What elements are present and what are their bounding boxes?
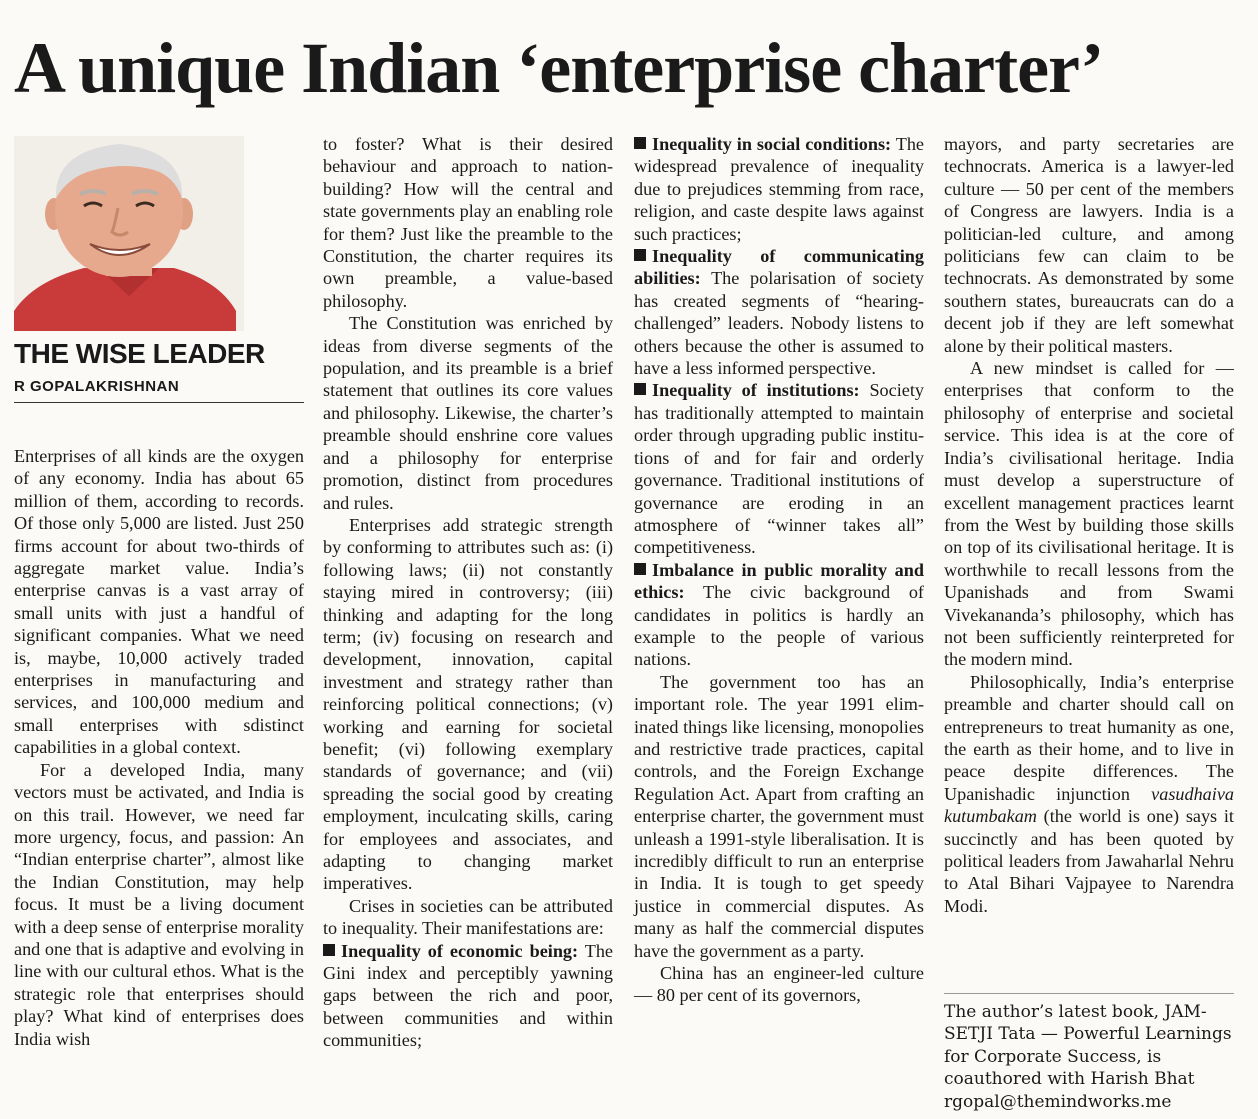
column-name: THE WISE LEADER [14,338,265,369]
bullet-item: Inequality of economic being: The Gini index and perceptibly yawning gaps between the rich and poor, between communities and within communities; [323,940,613,1051]
paragraph: China has an engineer-led culture — 80 per cent of its governors, [634,963,924,1006]
bullet-square-icon [634,249,646,261]
article-column-4 [944,133,1234,917]
bullet-item: Imbalance in public morality and ethics: The civic background of candidates in politics is hardly an example to the people of various nations. [634,559,924,670]
paragraph: The Constitution was enriched by ideas from diverse segments of the population, and its preamble is a brief statement that outlines its core values and philosophy. Likewise, the charter’s preamble should enshrine core values and a philosophy for enterprise promotion, distinct from procedures and rules. [323,313,613,513]
author-email-link[interactable]: rgopal@themindworks.me [944,1091,1172,1112]
headline: A unique Indian ‘enterprise charter’ [14,28,1104,108]
bullet-item: Inequality in social conditions: The widespread prevalence of inequality due to prejudices stemming from race, religion, and caste despite laws against such practices; [634,134,924,244]
paragraph: A new mindset is called for — enterprises that conform to the philosophy of enterprise and societal service. This idea is at the core of India’s civilisational heritage. India must develop a superstructure of excellent management practices learnt from the West by building those skills on top of its civilisational heritage. It is worthwhile to recall lessons from the Upanishads and from Swami Vivekananda’s philosophy, which has not been sufficiently reinterpreted for the modern mind. [944,358,1234,670]
paragraph: Enterprises add strategic strength by conforming to attributes such as: (i) following laws; (ii) not constantly staying mired in controversy; (iii) thinking and adapting for the long term; (iv) focusing on research and development, innovation, capital investment and strategy rather than reinforcing political connections; (v) working and earning for societal benefit; (vi) following exemplary standards of governance; and (vii) spreading the social good by creating employment, inculcating skills, caring for employees and associates, and adapting to changing market imperatives. [323,514,613,894]
bullet-item: Inequality of institutions: Society has traditionally attempted to maintain order through upgrading public institutions of and for fair and orderly governance. Traditional institutions of governance are eroding in an atmosphere of “winner takes all” competitiveness. [634,380,924,558]
author-note: The author’s latest book, JAM- SETJI Tata — Powerful Learnings for Corporate Success, is coauthored with Harish Bhat rgopal@themindworks.me [944,1001,1234,1113]
paragraph: For a developed India, many vectors must be activated, and India is on this trail. However, we need far more urgency, focus, and passion: An “Indian enterprise charter”, almost like the Indian Constitution, may help focus. It must be a living document with a deep sense of enterprise morality and one that is adaptive and evolving in line with our cultural ethos. What is the strategic role that enterprises should play? What kind of enterprises does India wish [14,759,304,1049]
divider [14,402,304,403]
paragraph: Enterprises of all kinds are the oxygen of any economy. India has about 65 million of them, according to records. Of those only 5,000 are listed. Just 250 firms account for about two-thirds of aggregate market value. India’s enterprise canvas is a vast array of small units with just a handful of significant companies. What we need is, maybe, 10,000 actively traded enterprises in manufacturing and services, and 100,000 medium and small enterprises with sdistinct capabilities in a global context. [14,446,304,758]
author-portrait-icon [14,136,244,331]
paragraph: The government too has an important role. The year 1991 eliminated things like licensing, monopolies and restrictive trade practices, capital controls, and the Foreign Exchange Regulation Act. Apart from crafting an enterprise charter, the government must unleash a 1991-style liberalisation. It is incredibly difficult to run an enterprise in India. It is tough to get speedy justice in commercial disputes. As many as half the commercial disputes have the government as a party. [634,671,924,961]
bullet-square-icon [634,563,646,575]
paragraph: Philosophically, India’s enterprise preamble and charter should call on entrepreneurs to treat humanity as one, the earth as their home, and to live in peace despite differences. The Upanishadic injunction vasudhaiva kutumbakam (the world is one) says it succinctly and has been quoted by political leaders from Jawaharlal Nehru to Atal Bihari Vajpayee to Narendra Modi. [944,671,1234,916]
bullet-square-icon [634,383,646,395]
paragraph: Crises in societies can be attributed to inequality. Their manifestations are: [323,895,613,939]
article-column-1 [14,445,304,1050]
article-column-3 [634,133,924,1007]
bullet-item: Inequality of communicating abilities: The polarisation of society has created segments of “hearing-challenged” leaders. Nobody listens to others because the other is assumed to have a less informed perspective. [634,246,924,379]
author-photo [14,136,304,331]
divider [944,993,1234,994]
byline: R GOPALAKRISHNAN [14,378,180,395]
bullet-square-icon [323,944,335,956]
paragraph: mayors, and party secretaries are technocrats. America is a lawyer-led culture — 50 per cent of the members of Congress are lawyers. India is a politician-led culture, and among politicians few can claim to be technocrats. As demonstrated by some southern states, bureaucrats can do a decent job if they are left somewhat alone by their political masters. [944,134,1234,356]
paragraph: to foster? What is their desired behaviour and approach to nation-building? How will the central and state governments play an enabling role for them? Just like the preamble to the Constitution, the charter requires its own preamble, a value-based philosophy. [323,134,613,311]
bullet-square-icon [634,137,646,149]
article-column-2 [323,133,613,1052]
